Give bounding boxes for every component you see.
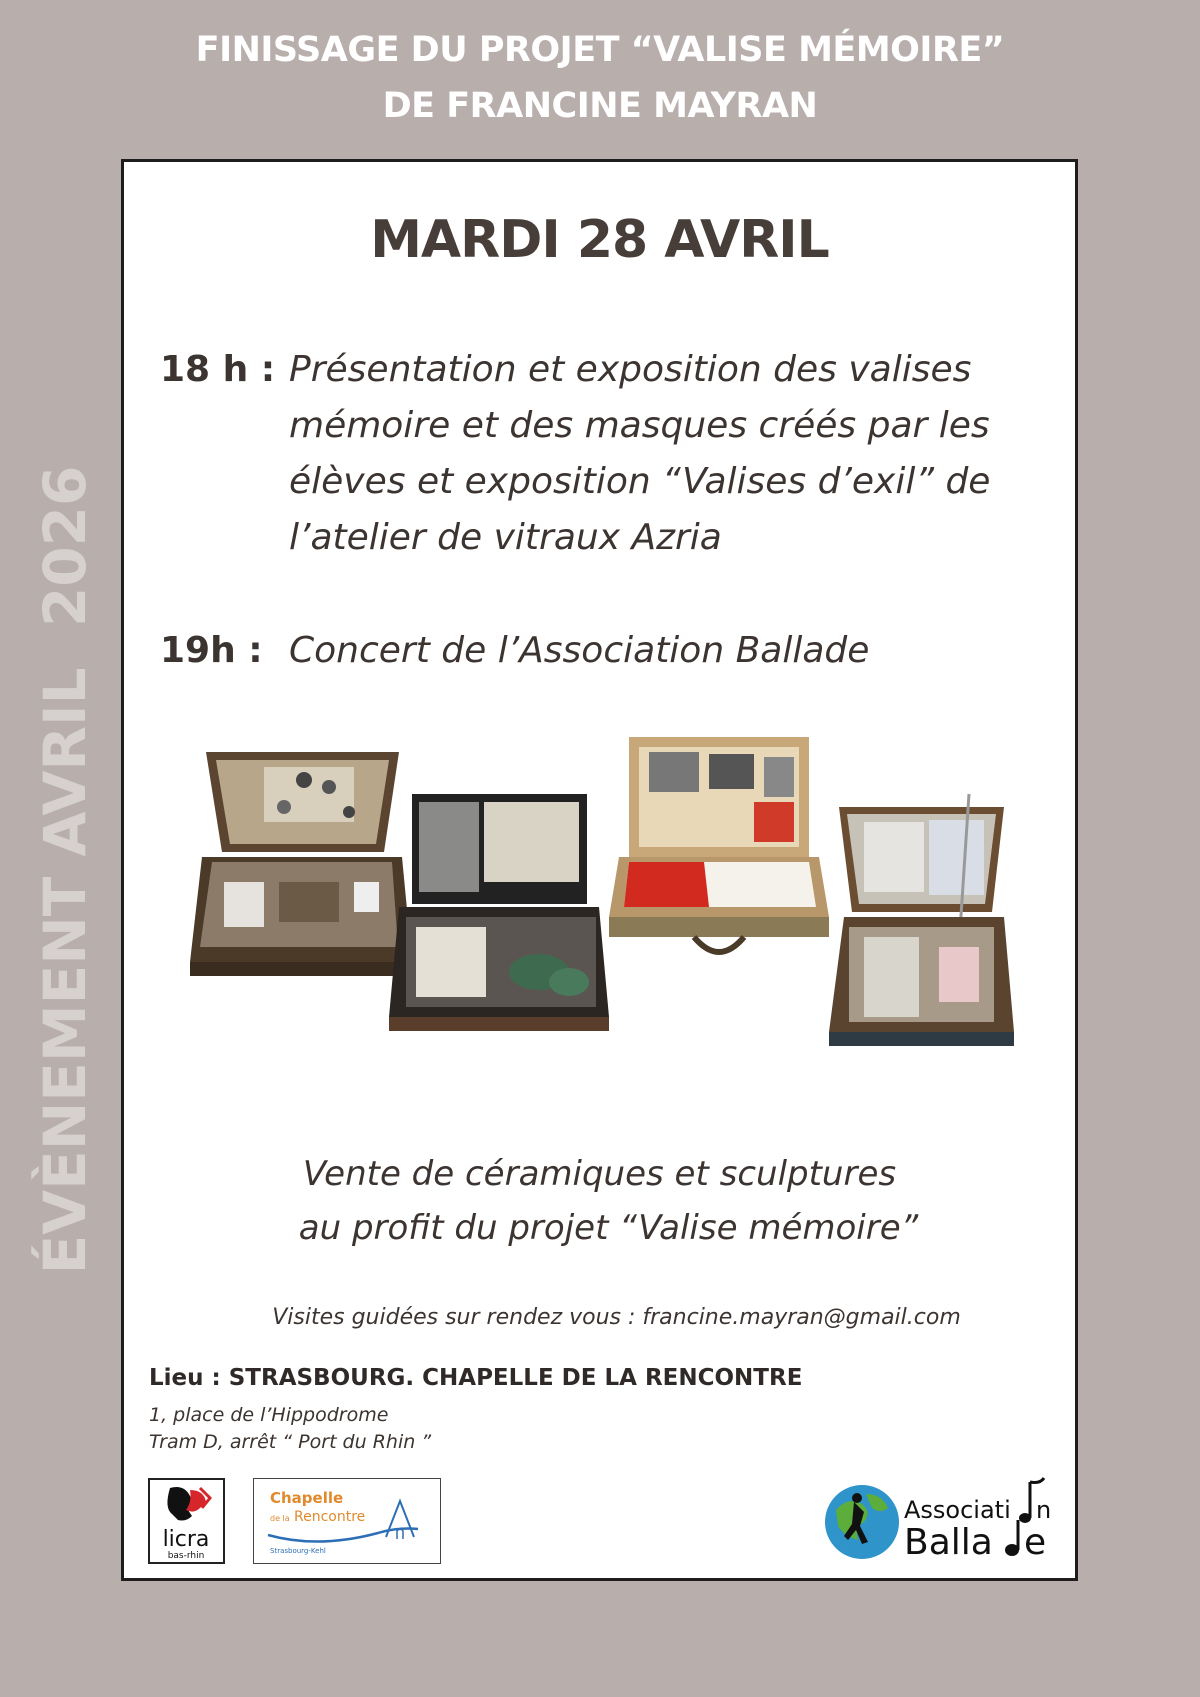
chapelle-logo [253, 1478, 441, 1564]
event-card [121, 159, 1078, 1581]
header-line-1: FINISSAGE DU PROJET “VALISE MÉMOIRE” [195, 30, 1005, 70]
chapelle-logo-line-3: Strasbourg-Kehl [270, 1547, 326, 1555]
guided-visits-info: Visites guidées sur rendez vous : francine.mayran@gmail.com [272, 1305, 961, 1330]
licra-logo [148, 1478, 225, 1564]
venue-label: Lieu : STRASBOURG. CHAPELLE DE LA RENCONTRE [149, 1365, 803, 1391]
ballade-logo-line-1b: n [1036, 1496, 1052, 1524]
side-vertical-text: ÉVÈNEMENT AVRIL 2026 [31, 465, 99, 1275]
event-date: MARDI 28 AVRIL [370, 210, 829, 270]
schedule-1-line-4: l’atelier de vitraux Azria [289, 517, 722, 558]
licra-logo-sub: bas-rhin [167, 1551, 205, 1561]
chapelle-logo-image [254, 1479, 439, 1562]
licra-logo-name: licra [162, 1527, 210, 1552]
schedule-time-2: 19h : [160, 630, 263, 671]
ballade-logo-line-2: Balla [904, 1522, 993, 1563]
venue-address-line-2: Tram D, arrêt “ Port du Rhin ” [149, 1431, 432, 1453]
schedule-2-line-1: Concert de l’Association Ballade [289, 630, 870, 671]
sale-line-1: Vente de céramiques et sculptures [302, 1154, 897, 1194]
venue-address-line-1: 1, place de l’Hippodrome [149, 1404, 389, 1426]
chapelle-logo-line-2a: de la [270, 1514, 290, 1523]
suitcase-4-image [829, 794, 1014, 1046]
schedule-description-1 [289, 342, 1009, 566]
suitcase-2-image [389, 794, 609, 1031]
ballade-logo-line-1: Associati [904, 1496, 1011, 1524]
schedule-1-line-3: élèves et exposition “Valises d’exil” de [289, 461, 991, 502]
schedule-1-line-1: Présentation et exposition des valises [289, 349, 972, 390]
licra-logo-image [150, 1480, 223, 1562]
ballade-logo-image [824, 1472, 1056, 1567]
header-line-2: DE FRANCINE MAYRAN [382, 86, 818, 126]
ballade-logo [824, 1472, 1056, 1567]
schedule-1-line-2: mémoire et des masques créés par les [289, 405, 990, 446]
ballade-logo-line-2b: e [1024, 1522, 1047, 1563]
chapelle-logo-line-2b: Rencontre [294, 1509, 366, 1525]
schedule-description-2 [289, 623, 1009, 679]
page-header [0, 22, 1200, 134]
sale-line-2: au profit du projet “Valise mémoire” [298, 1208, 919, 1248]
chapelle-logo-line-1: Chapelle [270, 1489, 344, 1507]
suitcase-1-image [190, 752, 412, 976]
sale-notice [124, 1147, 1075, 1255]
suitcase-3-image [609, 737, 829, 952]
suitcases-photo [184, 732, 1014, 1062]
schedule-time-1: 18 h : [160, 349, 276, 390]
